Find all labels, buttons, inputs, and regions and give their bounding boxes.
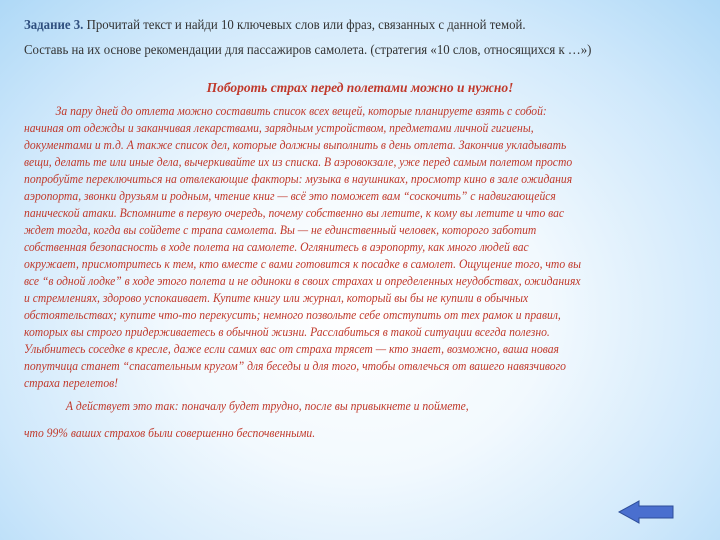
back-button[interactable] (618, 500, 674, 524)
task-line-1 (24, 12, 670, 37)
task-line-2: Составь на их основе рекомендации для пассажиров самолета. (стратегия «10 слов, относящихся к …») (24, 42, 592, 57)
article-line: вещи, делать те или иные дела, вычеркивайте их из списка. В аэровокзале, уже перед самым полетом просто (24, 155, 573, 169)
closing-line: А действует это так: поначалу будет трудно, после вы привыкнете и поймете, (65, 399, 469, 413)
article-line: Улыбнитесь соседке в кресле, даже если самих вас от страха трясет — кто знает, возможно, ваша новая (24, 342, 559, 356)
article-line: ждет тогда, когда вы сойдете с трапа самолета. Вы — не единственный человек, которого заботит (24, 223, 537, 237)
task-instructions (24, 12, 670, 62)
article-line: обстоятельствах; купите что-то перекусить; немного позвольте себе отступить от тех рамок и правил, (24, 308, 561, 322)
article-line: страха перелетов! (24, 376, 119, 390)
article-line: окружает, присмотритесь к тем, кто вместе с вами готовится к посадке в самолет. Ощущение того, что вы (24, 257, 581, 271)
article-line: собственная безопасность в ходе полета на самолете. Оглянитесь в аэропорту, как много людей вас (24, 240, 529, 254)
task-label: Задание 3. (24, 17, 84, 32)
article-line: все “в одной лодке” в ходе этого полета и не одиноки в своих страхах и определенных неудобствах, ожиданиях (24, 274, 581, 288)
article-line: начиная от одежды и заканчивая лекарствами, зарядным устройством, предметами личной гигиены, (24, 121, 534, 135)
article-line: и стремлениях, здорово успокаивает. Купите книгу или журнал, который вы бы не купили в обычных (24, 291, 529, 305)
article-line: попутчица станет “спасательным кругом” для беседы и для того, чтобы отвлечься от вашего навязчивого (24, 359, 566, 373)
task-text-1: Прочитай текст и найди 10 ключевых слов или фраз, связанных с данной темой. (83, 17, 526, 32)
article-body (24, 103, 714, 392)
article-title: Побороть страх перед полетами можно и нужно! (206, 80, 514, 95)
left-arrow-icon (618, 500, 674, 524)
article-closing (24, 393, 704, 447)
article-line: аэропорта, звонки друзьям и родным, чтение книг — всё это поможет вам “соскочить” с надвигающейся (24, 189, 556, 203)
article-line: документами и т.д. А также список дел, которые должны выполнить в день отлета. Закончив укладывать (24, 138, 567, 152)
closing-line: что 99% ваших страхов были совершенно беспочвенными. (24, 426, 316, 440)
article-line: попробуйте переключиться на отвлекающие факторы: музыка в наушниках, просмотр кино в зале ожидания (24, 172, 573, 186)
article-line: которых вы строго придерживаетесь в обычной жизни. Расслабиться в такой ситуации всегда полезно. (24, 325, 550, 339)
article-line: За пару дней до отлета можно составить список всех вещей, которые планируете взять с собой: (55, 104, 547, 118)
article-line: панической атаки. Вспомните в первую очередь, почему собственно вы летите, к кому вы летите и что вас (24, 206, 565, 220)
